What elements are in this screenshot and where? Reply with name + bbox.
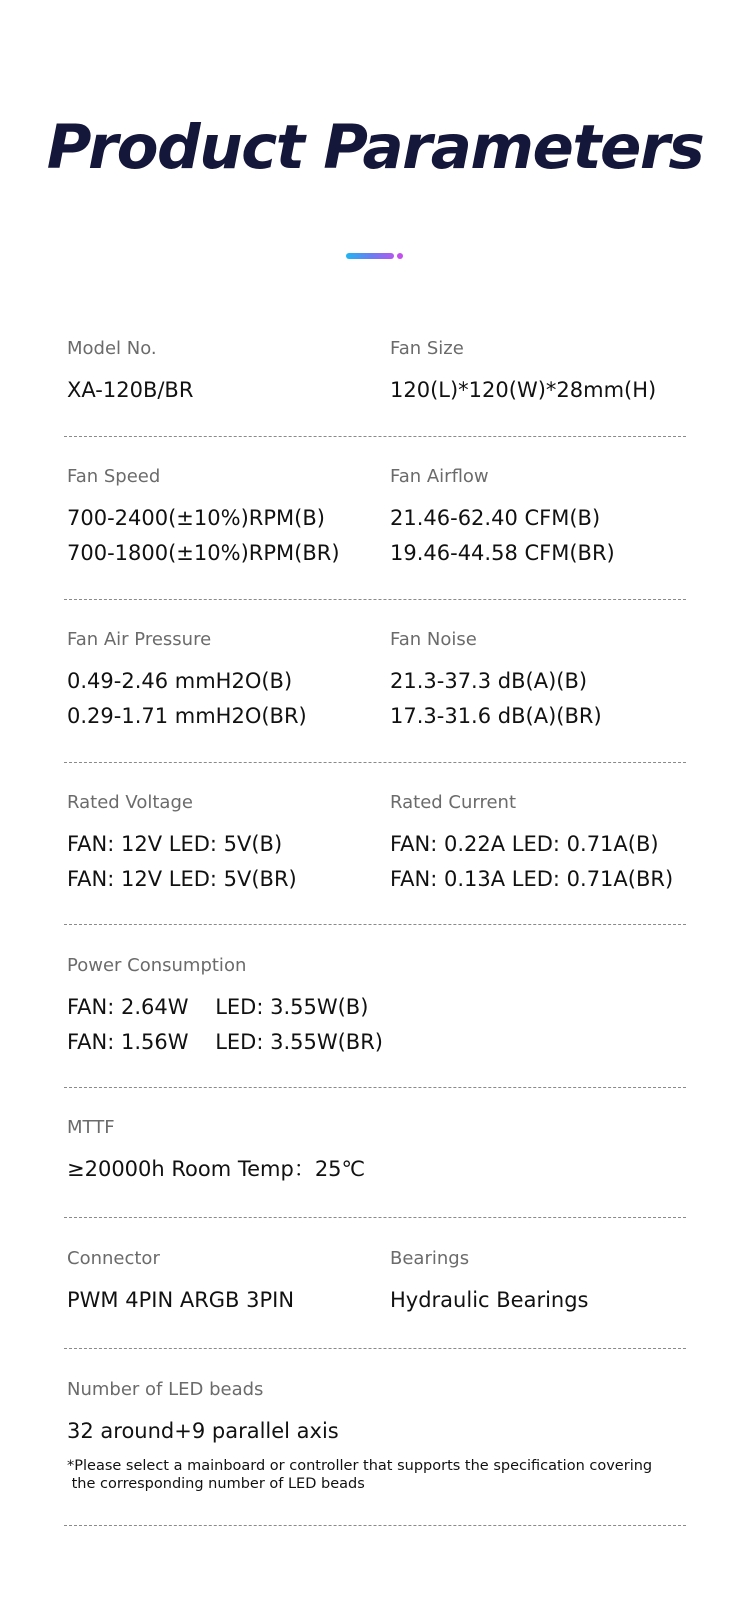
param-fan-air-pressure xyxy=(67,629,377,734)
row-divider xyxy=(64,762,686,763)
param-label: MTTF xyxy=(67,1117,115,1138)
param-label: Connector xyxy=(67,1248,160,1269)
param-fan-speed xyxy=(67,466,377,571)
param-value-line: 0.49-2.46 mmH2O(B) xyxy=(67,669,293,693)
row-divider xyxy=(64,1525,686,1526)
param-value xyxy=(67,1152,487,1187)
param-model-no xyxy=(67,338,377,408)
param-label: Power Consumption xyxy=(67,955,247,976)
param-value-line: FAN: 1.56W LED: 3.55W(BR) xyxy=(67,1030,383,1054)
param-value xyxy=(67,827,377,897)
param-value-line: 0.29-1.71 mmH2O(BR) xyxy=(67,704,307,728)
param-value-line: 21.3-37.3 dB(A)(B) xyxy=(390,669,588,693)
row-divider xyxy=(64,1087,686,1088)
param-value-line: FAN: 12V LED: 5V(B) xyxy=(67,832,283,856)
title-accent-decoration xyxy=(346,253,400,259)
param-value-line: 120(L)*120(W)*28mm(H) xyxy=(390,378,657,402)
param-label: Fan Air Pressure xyxy=(67,629,212,650)
param-value-line: FAN: 0.22A LED: 0.71A(B) xyxy=(390,832,659,856)
param-label: Fan Noise xyxy=(390,629,477,650)
param-value-line: FAN: 2.64W LED: 3.55W(B) xyxy=(67,995,369,1019)
param-value xyxy=(390,827,730,897)
param-value-line: 21.46-62.40 CFM(B) xyxy=(390,506,601,530)
param-value xyxy=(67,501,377,571)
row-divider xyxy=(64,1217,686,1218)
param-label: Fan Speed xyxy=(67,466,161,487)
footnote-line: *Please select a mainboard or controller that supports the specification covering xyxy=(67,1458,653,1474)
param-power-consumption xyxy=(67,955,487,1060)
param-value-line: XA-120B/BR xyxy=(67,378,194,402)
param-value xyxy=(67,373,377,408)
param-value-line: 700-2400(±10%)RPM(B) xyxy=(67,506,325,530)
param-label: Number of LED beads xyxy=(67,1379,264,1400)
row-divider xyxy=(64,599,686,600)
param-rated-voltage xyxy=(67,792,377,897)
param-fan-size xyxy=(390,338,730,408)
param-value xyxy=(390,1283,730,1318)
param-value-line: 32 around+9 parallel axis xyxy=(67,1419,339,1443)
param-bearings xyxy=(390,1248,730,1318)
param-label: Rated Current xyxy=(390,792,517,813)
param-label: Bearings xyxy=(390,1248,470,1269)
param-value-line: ≥20000h Room Temp：25℃ xyxy=(67,1157,366,1181)
param-value xyxy=(390,373,730,408)
param-value-line: PWM 4PIN ARGB 3PIN xyxy=(67,1288,295,1312)
footnote-line: the corresponding number of LED beads xyxy=(67,1476,365,1492)
param-mttf xyxy=(67,1117,487,1187)
param-value xyxy=(67,990,487,1060)
param-label: Model No. xyxy=(67,338,157,359)
param-value-line: FAN: 0.13A LED: 0.71A(BR) xyxy=(390,867,674,891)
row-divider xyxy=(64,436,686,437)
param-fan-airflow xyxy=(390,466,730,571)
param-rated-current xyxy=(390,792,730,897)
page-title: Product Parameters xyxy=(46,112,704,183)
param-value xyxy=(67,1283,377,1318)
param-value-line: 17.3-31.6 dB(A)(BR) xyxy=(390,704,602,728)
param-connector xyxy=(67,1248,377,1318)
row-divider xyxy=(64,1348,686,1349)
param-value xyxy=(390,664,730,734)
param-label: Fan Airflow xyxy=(390,466,489,487)
param-value xyxy=(67,1414,727,1449)
param-value xyxy=(390,501,730,571)
param-value-line: 700-1800(±10%)RPM(BR) xyxy=(67,541,340,565)
row-divider xyxy=(64,924,686,925)
param-label: Rated Voltage xyxy=(67,792,193,813)
led-beads-footnote xyxy=(67,1457,727,1493)
param-value-line: Hydraulic Bearings xyxy=(390,1288,589,1312)
param-value-line: 19.46-44.58 CFM(BR) xyxy=(390,541,615,565)
accent-dot xyxy=(397,253,403,259)
param-label: Fan Size xyxy=(390,338,464,359)
accent-bar xyxy=(346,253,394,259)
param-fan-noise xyxy=(390,629,730,734)
param-value xyxy=(67,664,377,734)
param-led-beads xyxy=(67,1379,727,1493)
param-value-line: FAN: 12V LED: 5V(BR) xyxy=(67,867,297,891)
